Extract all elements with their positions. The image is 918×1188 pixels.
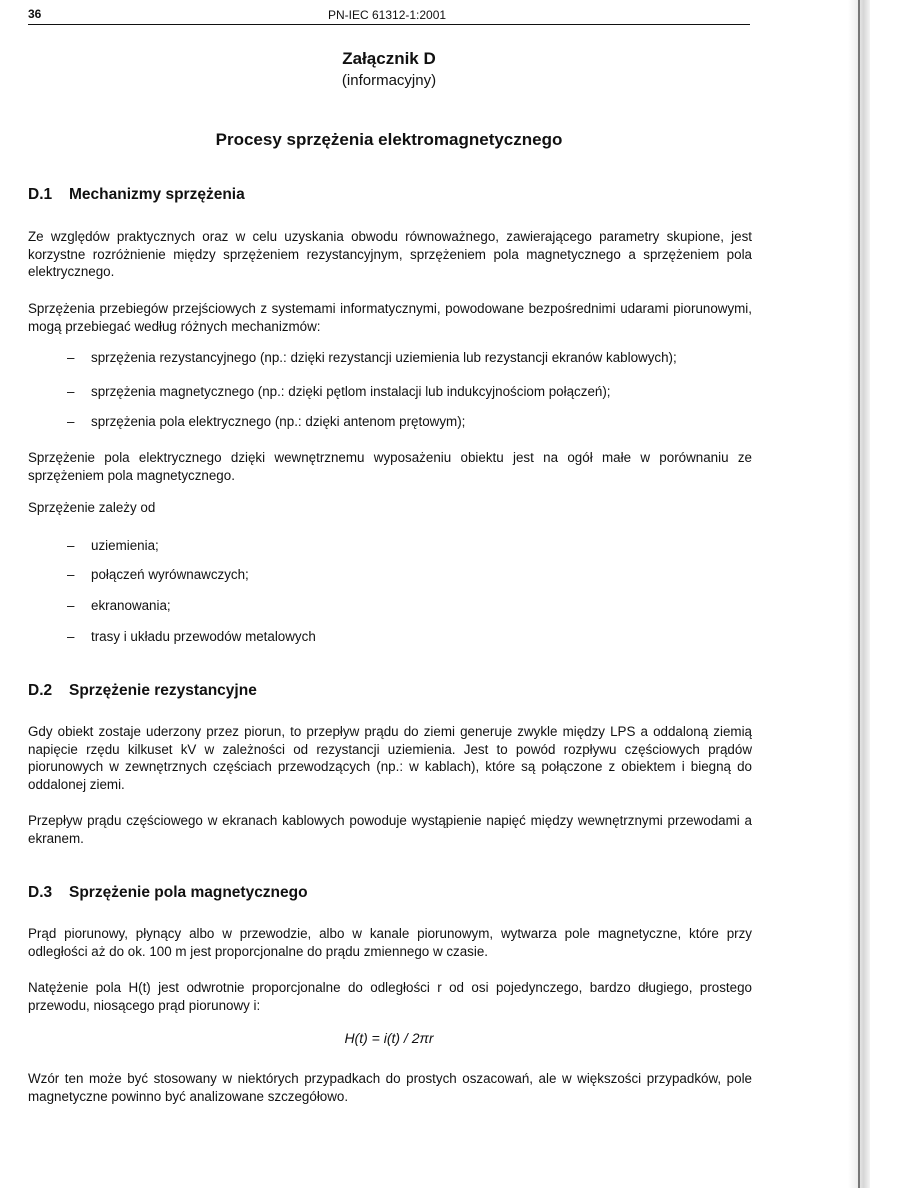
paragraph: Sprzężenia przebiegów przejściowych z systemami informatycznymi, powodowane bezpośrednimi udarami piorunowymi, mogą przebiegać według różnych mechanizmów: [28,301,752,334]
document-title: Procesy sprzężenia elektromagnetycznego [215,130,563,149]
list-item: – połączeń wyrównawczych; [67,567,249,582]
list-item: – trasy i układu przewodów metalowych [67,629,316,644]
annex-subtitle: (informacyjny) [341,72,437,89]
paragraph: Sprzężenie zależy od [28,500,156,515]
list-item: – ekranowania; [67,598,171,613]
list-item: – uziemienia; [67,538,159,553]
section-title: Mechanizmy sprzężenia [69,186,245,203]
section-heading-d3 [28,884,308,902]
standard-id: PN-IEC 61312-1:2001 [328,8,447,22]
section-heading-d2 [28,682,257,700]
page-header [28,4,750,25]
section-number: D.1 [28,186,53,203]
section-heading-d1 [28,186,245,204]
paragraph: Ze względów praktycznych oraz w celu uzyskania obwodu równoważnego, zawierającego parametry skupione, jest korzystne rozróżnienie między sprzężeniem rezystancyjnym, sprzężeniem pola magnetycznego a sprzężeniem pola elektrycznego. [28,229,752,279]
list-item: – sprzężenia magnetycznego (np.: dzięki pętlom instalacji lub indukcyjnościom połączeń); [67,384,611,399]
section-number: D.2 [28,682,53,699]
section-title: Sprzężenie pola magnetycznego [69,884,308,901]
list-item: – sprzężenia pola elektrycznego (np.: dzięki antenom prętowym); [67,414,466,429]
paragraph: Natężenie pola H(t) jest odwrotnie proporcjonalne do odległości r od osi pojedynczego, bardzo długiego, prostego przewodu, niosącego prąd piorunowy i: [28,980,752,1013]
paragraph: Wzór ten może być stosowany w niektórych przypadkach do prostych oszacowań, ale w większości przypadków, pole magnetyczne powinno być analizowane szczegółowo. [28,1071,752,1104]
list-item: – sprzężenia rezystancyjnego (np.: dzięki rezystancji uziemienia lub rezystancji ekranów kablowych); [67,350,677,365]
paragraph: Prąd piorunowy, płynący albo w przewodzie, albo w kanale piorunowym, wytwarza pole magnetyczne, które przy odległości aż do ok. 100 m jest proporcjonalne do prądu zmiennego w czasie. [28,926,752,959]
paragraph: Przepływ prądu częściowego w ekranach kablowych powoduje wystąpienie napięć między wewnętrznymi przewodami a ekranem. [28,813,752,846]
paragraph: Gdy obiekt zostaje uderzony przez piorun, to przepływ prądu do ziemi generuje zwykle między LPS a oddaloną ziemią napięcie rzędu kilkuset kV w zależności od rezystancji uziemienia. Jest to powód rozpływu częściowych prądów piorunowych w zewnętrznych częściach przewodzących (np.: w kablach), które są połączone z obiektem i biegną do oddalonej ziemi. [28,724,752,792]
page-number: 36 [28,7,42,21]
paragraph: Sprzężenie pola elektrycznego dzięki wewnętrznemu wyposażeniu obiektu jest na ogół małe w porównaniu ze sprzężeniem pola magnetycznego. [28,450,752,483]
section-number: D.3 [28,884,53,901]
annex-title: Załącznik D [342,49,436,68]
scan-edge-line [858,0,860,1188]
section-title: Sprzężenie rezystancyjne [69,682,257,699]
formula: H(t) = i(t) / 2πr [344,1030,434,1046]
